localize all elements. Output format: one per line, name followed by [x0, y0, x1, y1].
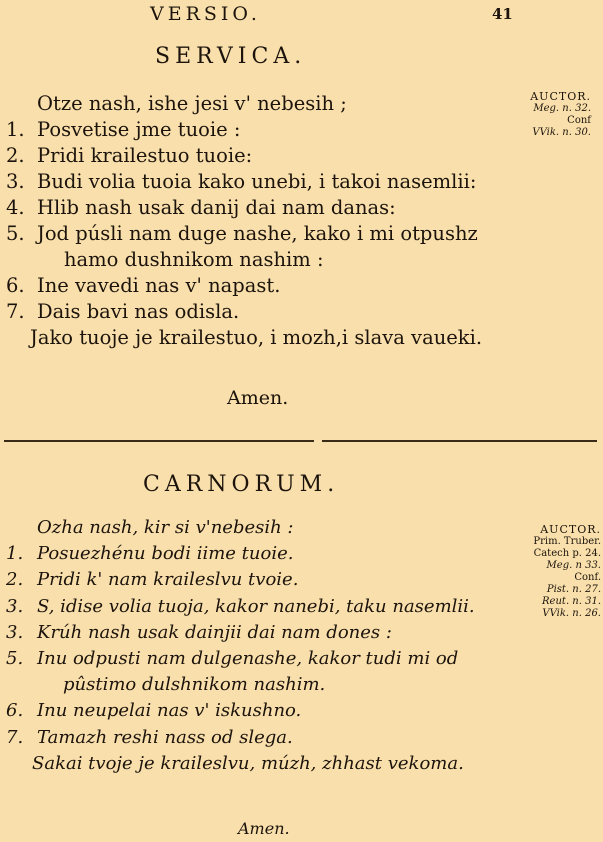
text-line [6, 646, 475, 672]
divider-rule [4, 440, 314, 442]
verse-text: S, idise volia tuoja, kakor nanebi, taku nasemlii. [37, 595, 475, 617]
sidenote-line: VVik. n. 30. [532, 127, 591, 138]
sidenote-line: AUCTOR. [540, 523, 601, 536]
text-line [6, 117, 482, 143]
verse-text: Posvetise jme tuoie : [37, 118, 241, 141]
verse-text: Pridi k' nam kraileslvu tvoie. [37, 569, 299, 591]
text-line [6, 221, 482, 247]
text-line [6, 620, 475, 646]
section-title-servica: SERVICA. [155, 44, 307, 69]
divider-rule [322, 440, 597, 442]
verse-number: 1. [6, 118, 25, 141]
text-line [6, 195, 482, 221]
carnorum-text [6, 515, 475, 777]
verse-text: Jod púsli nam duge nashe, kako i mi otpushz [37, 222, 478, 245]
verse-text: Ozha nash, kir si v'nebesih : [37, 517, 294, 538]
text-line [6, 594, 475, 620]
text-line [6, 169, 482, 195]
verse-text: Sakai tvoje je kraileslvu, múzh, zhhast vekoma. [32, 752, 464, 774]
sidenote-line: Reut. n. 31. [542, 596, 601, 607]
verse-text: Inu neupelai nas v' iskushno. [37, 700, 302, 722]
verse-text: Inu odpusti nam dulgenashe, kakor tudi mi od [37, 647, 459, 669]
verse-number: 5. [6, 647, 24, 669]
verse-number: 5. [6, 222, 25, 245]
verse-text: pûstimo dulshnikom nashim. [63, 674, 326, 696]
verse-number: 4. [6, 196, 25, 219]
running-header: VERSIO. [150, 3, 261, 25]
servica-text [6, 91, 482, 351]
verse-number: 2. [6, 569, 24, 591]
verse-text: Hlib nash usak danij dai nam danas: [37, 196, 396, 219]
section-title-carnorum: CARNORUM. [143, 472, 340, 497]
verse-text: hamo dushnikom nashim : [64, 248, 324, 271]
text-line [6, 247, 482, 273]
verse-text: Dais bavi nas odisla. [37, 300, 240, 323]
verse-text: Budi volia tuoia kako unebi, i takoi nasemlii: [37, 170, 477, 193]
text-line [6, 143, 482, 169]
verse-number: 1. [6, 543, 24, 565]
sidenote-line: AUCTOR. [530, 90, 591, 103]
sidenote-line: Pist. n. 27. [546, 584, 601, 595]
sidenote-line: Conf. [574, 572, 601, 583]
verse-text: Otze nash, ishe jesi v' nebesih ; [37, 92, 347, 115]
sidenote-line: Prim. Truber. [533, 536, 601, 547]
text-line [6, 91, 482, 117]
text-line [6, 725, 475, 751]
text-line [6, 541, 475, 567]
sidenote-carnorum [533, 524, 601, 620]
verse-number: 6. [6, 274, 25, 297]
sidenote-line: Catech p. 24. [533, 548, 601, 559]
verse-number: 3. [6, 621, 24, 643]
verse-text: Jako tuoje je krailestuo, i mozh,i slava vaueki. [30, 326, 483, 349]
text-line [6, 515, 475, 541]
sidenote-line: Meg. n 33. [546, 560, 601, 571]
text-line [6, 698, 475, 724]
sidenote-line: Meg. n. 32. [533, 103, 591, 114]
text-line [6, 273, 482, 299]
verse-text: Posuezhénu bodi iime tuoie. [37, 543, 294, 565]
text-line [6, 751, 475, 777]
text-line [6, 325, 482, 351]
amen-carnorum: Amen. [238, 819, 290, 838]
sidenote-servica [530, 91, 591, 139]
text-line [6, 672, 475, 698]
verse-number: 7. [6, 726, 24, 748]
sidenote-line: VVik. n. 26. [542, 608, 601, 619]
verse-text: Pridi krailestuo tuoie: [37, 144, 253, 167]
verse-number: 6. [6, 700, 24, 722]
verse-number: 7. [6, 300, 25, 323]
verse-number: 3. [6, 595, 24, 617]
verse-text: Ine vavedi nas v' napast. [37, 274, 281, 297]
verse-text: Tamazh reshi nass od slega. [37, 726, 293, 748]
page-number: 41 [492, 5, 513, 23]
sidenote-line: Conf [567, 115, 591, 126]
verse-number: 2. [6, 144, 25, 167]
text-line [6, 567, 475, 593]
amen-servica: Amen. [227, 387, 289, 409]
text-line [6, 299, 482, 325]
verse-text: Krúh nash usak dainjii dai nam dones : [37, 621, 392, 643]
verse-number: 3. [6, 170, 25, 193]
